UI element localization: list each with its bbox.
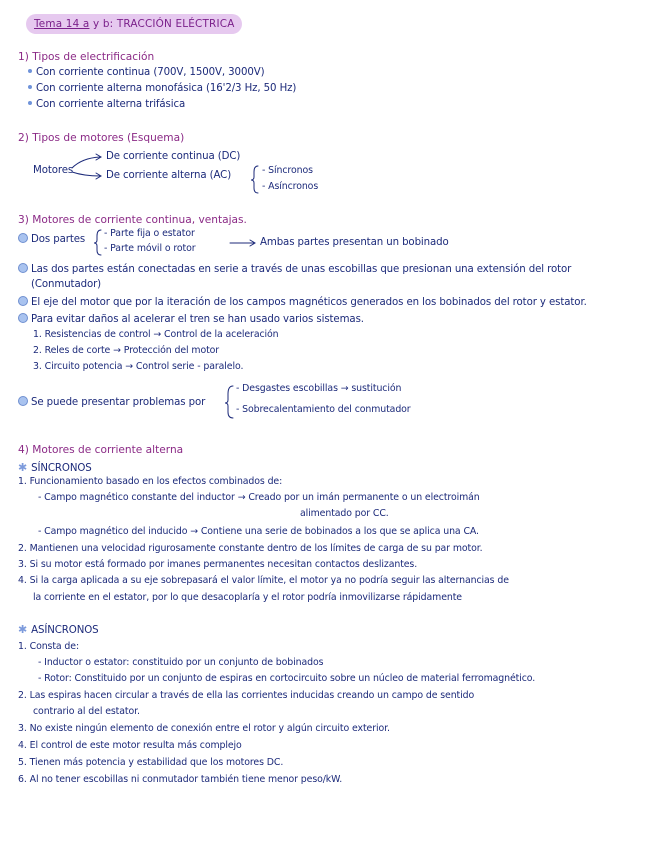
- star-icon: ✱: [18, 461, 28, 474]
- diagram-sync-label: - Síncronos: [262, 165, 313, 176]
- point-2-cont: (Conmutador): [31, 279, 102, 290]
- both-parts-note: Ambas partes presentan un bobinado: [260, 237, 449, 248]
- sync-item: 2. Mantienen una velocidad rigurosamente constante dentro de los límites de carga de su par motor.: [18, 543, 483, 554]
- diagram-async-label: - Asíncronos: [262, 181, 319, 192]
- async-item: 1. Consta de:: [18, 641, 80, 652]
- async-item: - Inductor o estator: constituido por un conjunto de bobinados: [38, 657, 324, 668]
- sync-item: 1. Funcionamiento basado en los efectos combinados de:: [18, 476, 283, 487]
- sync-item: - Campo magnético constante del inductor → Creado por un imán permanente o un electroimán: [38, 492, 480, 503]
- brace-problems: [225, 386, 233, 418]
- point-1: Dos partes: [18, 233, 85, 245]
- async-item: 6. Al no tener escobillas ni conmutador también tiene menor peso/kW.: [18, 774, 343, 785]
- sync-item: 4. Si la carga aplicada a su eje sobrepasará el valor límite, el motor ya no podría seguir las alternancias de: [18, 575, 509, 586]
- async-item: 4. El control de este motor resulta más complejo: [18, 740, 242, 751]
- async-title: ✱ ASÍNCRONOS: [18, 623, 99, 636]
- star-icon: ✱: [18, 623, 28, 636]
- diagram-ac-label: De corriente alterna (AC): [106, 170, 232, 181]
- async-item: 3. No existe ningún elemento de conexión entre el rotor y algún circuito exterior.: [18, 723, 390, 734]
- part-mobile: - Parte móvil o rotor: [104, 243, 196, 254]
- section-3-heading: 3) Motores de corriente continua, ventajas.: [18, 214, 247, 226]
- sync-title: ✱ SÍNCRONOS: [18, 461, 92, 474]
- problem-item: - Desgastes escobillas → sustitución: [236, 383, 402, 394]
- system-item: 3. Circuito potencia → Control serie - paralelo.: [33, 361, 244, 372]
- system-item: 2. Reles de corte → Protección del motor: [33, 345, 220, 356]
- sync-item: - Campo magnético del inducido → Contiene una serie de bobinados a los que se aplica una CA.: [38, 526, 479, 537]
- brace-parts: [94, 230, 101, 255]
- section-1-heading: 1) Tipos de electrificación: [18, 51, 155, 63]
- arrow-dc: [72, 157, 100, 168]
- section-2-heading: 2) Tipos de motores (Esquema): [18, 132, 185, 144]
- brace-ac: [251, 166, 258, 193]
- diagram-dc-label: De corriente continua (DC): [106, 151, 241, 162]
- problem-item: - Sobrecalentamiento del conmutador: [236, 404, 411, 415]
- sync-item: la corriente en el estator, por lo que desacoplaría y el rotor podría inmovilizarse rápidamente: [33, 592, 462, 603]
- list-item: Con corriente alterna trifásica: [28, 99, 185, 110]
- async-item: contrario al del estator.: [33, 706, 140, 717]
- section-4-heading: 4) Motores de corriente alterna: [18, 444, 184, 456]
- sync-item: 3. Si su motor está formado por imanes permanentes necesitan contactos deslizantes.: [18, 559, 418, 570]
- title-joiner: y b:: [89, 18, 117, 30]
- point-4: Para evitar daños al acelerar el tren se han usado varios sistemas.: [18, 313, 364, 325]
- async-item: 2. Las espiras hacen circular a través de ella las corrientes inducidas creando un campo de sentido: [18, 690, 475, 701]
- list-item: Con corriente continua (700V, 1500V, 3000V): [28, 67, 264, 78]
- diagram-root-label: Motores: [33, 165, 74, 176]
- title-topic: Tema 14 a: [34, 18, 90, 30]
- sync-item: alimentado por CC.: [300, 508, 389, 519]
- title-subject: TRACCIÓN ELÉCTRICA: [116, 18, 235, 30]
- async-item: - Rotor: Constituido por un conjunto de espiras en cortocircuito sobre un núcleo de material ferromagnético.: [38, 673, 536, 684]
- list-item: Con corriente alterna monofásica (16'2/3 Hz, 50 Hz): [28, 83, 296, 94]
- point-2: Las dos partes están conectadas en serie a través de unas escobillas que presionan una extensión del rotor: [18, 263, 571, 275]
- async-item: 5. Tienen más potencia y estabilidad que los motores DC.: [18, 757, 284, 768]
- system-item: 1. Resistencias de control → Control de la aceleración: [33, 329, 279, 340]
- point-5: Se puede presentar problemas por: [18, 396, 205, 408]
- point-3: El eje del motor que por la iteración de los campos magnéticos generados en los bobinados del rotor y estator.: [18, 296, 587, 308]
- part-fixed: - Parte fija o estator: [104, 228, 195, 239]
